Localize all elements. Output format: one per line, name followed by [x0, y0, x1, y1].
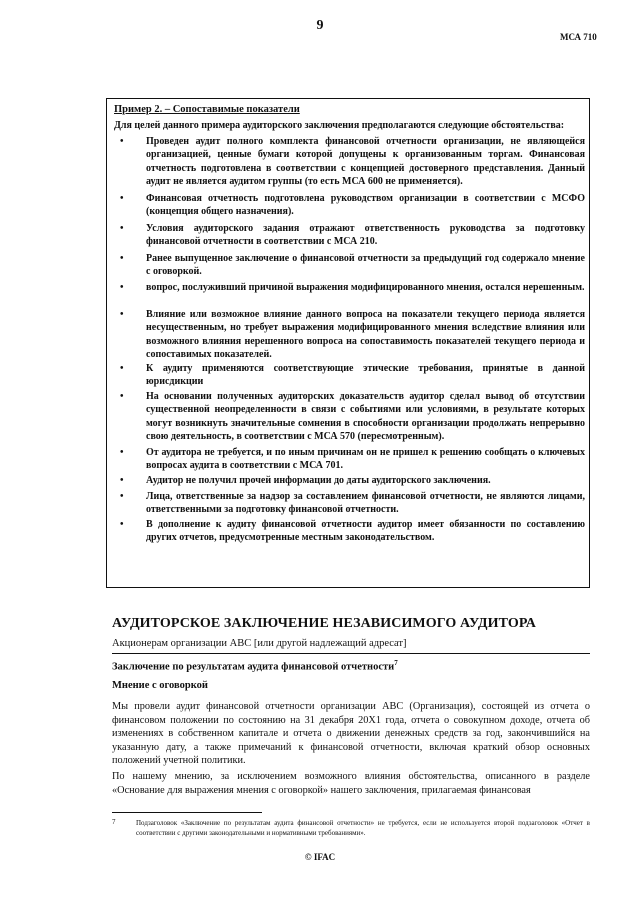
copyright-notice: © IFAC	[304, 852, 336, 862]
example-item: В дополнение к аудиту финансовой отчетности аудитор имеет обязанности по составлению других отчетов, предусмотренные местным законодательством.	[146, 519, 585, 544]
report-title: АУДИТОРСКОЕ ЗАКЛЮЧЕНИЕ НЕЗАВИСИМОГО АУДИТОРА	[112, 616, 536, 631]
example-item: На основании полученных аудиторских доказательств аудитор сделал вывод об отсутствии существенной неопределенности в связи с событиями или условиями, в результате которых могут возникнуть значительные сомнения в способности организации продолжать непрерывно свою деятельность, в соответствии с МСА 570 (пересмотренным).	[146, 391, 585, 442]
example-item: Лица, ответственные за надзор за составлением финансовой отчетности, не являются лицами, ответственными за подготовку финансовой отчетности.	[146, 491, 585, 516]
qualified-opinion-heading: Мнение с оговоркой	[112, 680, 208, 691]
example-intro: Для целей данного примера аудиторского заключения предполагаются следующие обстоятельства:	[114, 120, 565, 131]
bullet-icon: •	[120, 309, 124, 320]
example-item: Ранее выпущенное заключение о финансовой отчетности за предыдущий год содержало мнение с оговоркой.	[146, 253, 585, 278]
example-item: Аудитор не получил прочей информации до даты аудиторского заключения.	[146, 475, 491, 486]
footnote-separator	[112, 812, 262, 813]
bullet-icon: •	[120, 136, 124, 147]
example-item: Финансовая отчетность подготовлена руководством организации в соответствии с МСФО (концепция общего назначения).	[146, 193, 585, 218]
footnote-reference: 7	[394, 659, 398, 667]
document-code: МСА 710	[560, 32, 597, 42]
bullet-icon: •	[120, 253, 124, 264]
footnote-number: 7	[112, 818, 116, 826]
example-item: Условия аудиторского задания отражают ответственность руководства за подготовку финансовой отчетности в соответствии с МСА 210.	[146, 223, 585, 248]
bullet-icon: •	[120, 223, 124, 234]
bullet-icon: •	[120, 447, 124, 458]
page-number: 9	[316, 18, 324, 33]
opinion-paragraph-2: По нашему мнению, за исключением возможного влияния обстоятельства, описанного в разделе «Основание для выражения мнения с оговоркой» нашего заключения, прилагаемая финансовая	[112, 771, 590, 796]
bullet-icon: •	[120, 391, 124, 402]
example-item: Влияние или возможное влияние данного вопроса на показатели текущего периода является несущественным, но требует выражения модифицированного мнения вследствие влияния или возможного влияния нерешенного вопроса на сопоставимость показателей текущего периода и сопоставимых показателей.	[146, 309, 585, 360]
example-item: вопрос, послуживший причиной выражения модифицированного мнения, остался нерешенным.	[146, 282, 585, 293]
opinion-paragraph-1: Мы провели аудит финансовой отчетности организации АВС (Организация), состоящей из отчета о финансовом положении по состоянию на 31 декабря 20Х1 года, отчета о совокупном доходе, отчета об изменениях в собственном капитале и отчета о движении денежных средств за год, закончившийся на указанную дату, а также примечаний к финансовой отчетности, включая краткий обзор основных положений учетной политики.	[112, 701, 590, 766]
example-item: К аудиту применяются соответствующие этические требования, принятые в данной юрисдикции	[146, 363, 585, 388]
addressee-underline	[112, 653, 590, 654]
bullet-icon: •	[120, 475, 124, 486]
bullet-icon: •	[120, 282, 124, 293]
footnote-text: Подзаголовок «Заключение по результатам аудита финансовой отчетности» не требуется, если не используется второй подзаголовок «Отчет в соответствии с другими законодательными и нормативными требованиями».	[136, 819, 590, 837]
example-item: От аудитора не требуется, и по иным причинам он не пришел к решению сообщать о ключевых вопросах аудита в соответствии с МСА 701.	[146, 447, 585, 472]
bullet-icon: •	[120, 363, 124, 374]
opinion-heading-text: Заключение по результатам аудита финансовой отчетности	[112, 661, 395, 673]
example-item: Проведен аудит полного комплекта финансовой отчетности организации, не являющейся организацией, ценные бумаги которой допущены к организованным торгам. Финансовая отчетность подготовлена в соответствии с концепцией достоверного представления. Данный аудит не является аудитом группы (то есть МСА 600 не применяется).	[146, 136, 585, 187]
opinion-heading	[112, 659, 398, 673]
bullet-icon: •	[120, 519, 124, 530]
report-addressee: Акционерам организации АВС [или другой надлежащий адресат]	[112, 638, 407, 649]
bullet-icon: •	[120, 193, 124, 204]
example-title: Пример 2. – Сопоставимые показатели	[114, 104, 300, 115]
bullet-icon: •	[120, 491, 124, 502]
